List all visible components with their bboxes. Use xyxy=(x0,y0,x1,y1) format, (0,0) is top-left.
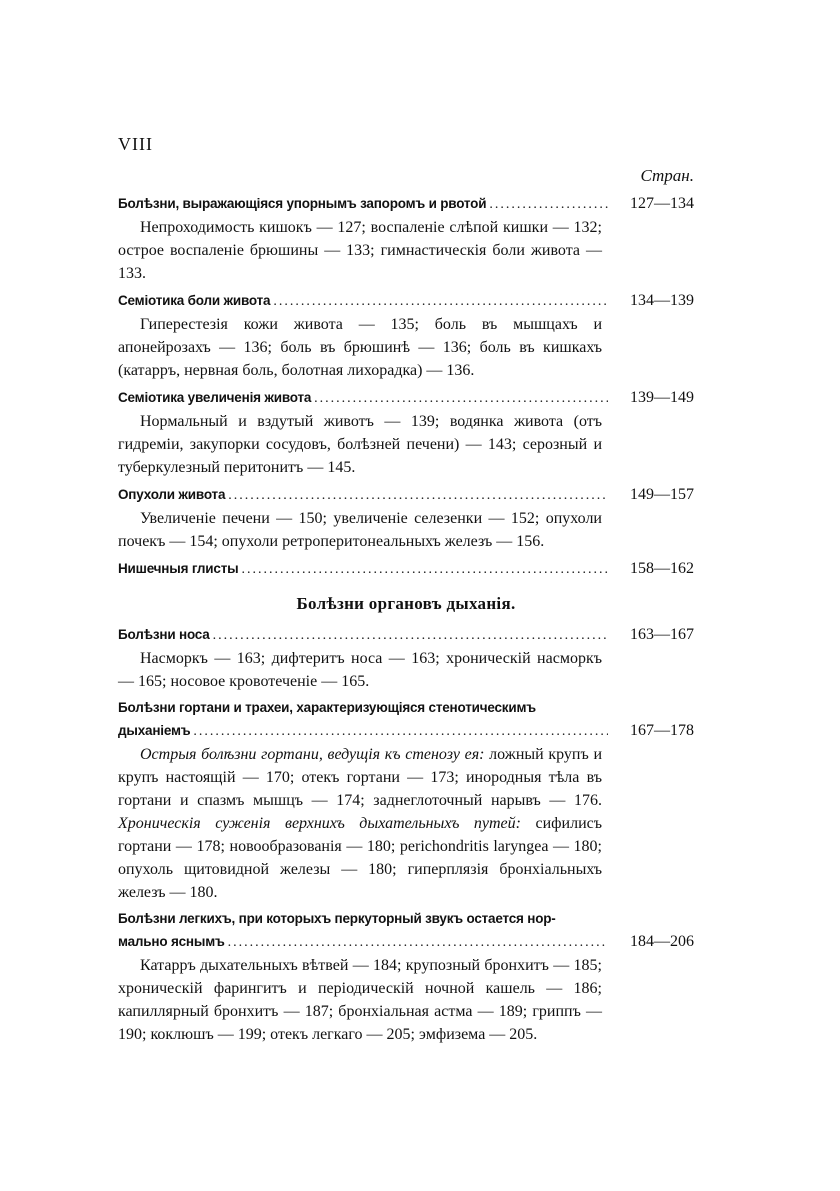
entry-title: Опухоли живота xyxy=(118,487,226,502)
column-header-pages: Стран. xyxy=(640,166,694,185)
entry-description: Насморкъ — 163; дифтеритъ носа — 163; хроническій насморкъ — 165; носовое кровотеченіе — 165. xyxy=(118,650,602,690)
entry-description: Непроходимость кишокъ — 127; воспаленіе слѣпой кишки — 132; острое воспаленіе брюшины — 133; гимнастическія боли живота — 133. xyxy=(118,219,602,282)
entry-pages: 149—157 xyxy=(630,486,694,503)
entry-pages: 163—167 xyxy=(630,626,694,643)
toc-entry xyxy=(118,483,694,553)
entry-title: Болѣзни носа xyxy=(118,627,210,642)
entry-pages: 134—139 xyxy=(630,292,694,309)
toc-entry xyxy=(118,623,694,693)
leader-dots xyxy=(241,558,608,582)
entry-pages: 167—178 xyxy=(630,722,694,739)
entry-pages: 139—149 xyxy=(630,389,694,406)
entry-pages: 158—162 xyxy=(630,560,694,577)
leader-dots xyxy=(273,290,608,314)
toc-entry-heading xyxy=(118,483,694,507)
entry-description xyxy=(118,743,602,904)
toc-entry-heading xyxy=(118,930,694,954)
toc-entry xyxy=(118,289,694,382)
entry-title: Семіотика боли живота xyxy=(118,293,271,308)
entry-title: Семіотика увеличенія живота xyxy=(118,390,312,405)
leader-dots xyxy=(228,484,608,508)
leader-dots xyxy=(193,720,608,744)
desc-italic: Острыя болѣзни гортани, ведущія къ стенозу ея: xyxy=(140,746,485,763)
entry-title: Нишечныя глисты xyxy=(118,561,239,576)
leader-dots xyxy=(228,931,608,955)
toc-entry xyxy=(118,697,694,904)
toc-entry xyxy=(118,386,694,479)
toc-entry-heading xyxy=(118,386,694,410)
entry-title: дыханіемъ xyxy=(118,723,191,738)
toc-entry xyxy=(118,557,694,581)
leader-dots xyxy=(314,387,608,411)
toc-entry xyxy=(118,908,694,1046)
leader-dots xyxy=(213,624,608,648)
entry-pages: 184—206 xyxy=(630,933,694,950)
leader-dots xyxy=(489,193,608,217)
toc-entry-heading xyxy=(118,192,694,216)
desc-italic: Хроническія суженія верхнихъ дыхательныхъ путей: xyxy=(118,815,521,832)
entry-description: Гиперестезія кожи живота — 135; боль въ мышцахъ и апонейрозахъ — 136; боль въ брюшинѣ — 136; боль въ кишкахъ (катарръ, нервная боль, болотная лихорадка) — 136. xyxy=(118,316,602,379)
toc-entry-heading xyxy=(118,289,694,313)
toc-entry xyxy=(118,192,694,285)
entry-title-line: Болѣзни легкихъ, при которыхъ перкуторный звукъ остается нор- xyxy=(118,911,556,926)
page-number: VIII xyxy=(118,134,153,154)
entry-title-line: Болѣзни гортани и трахеи, характеризующіяся стенотическимъ xyxy=(118,700,536,715)
section-heading: Болѣзни органовъ дыханія. xyxy=(296,594,516,613)
entry-description: Увеличеніе печени — 150; увеличеніе селезенки — 152; опухоли почекъ — 154; опухоли ретроперитонеальныхъ железъ — 156. xyxy=(118,510,602,550)
entry-description: Катарръ дыхательныхъ вѣтвей — 184; крупозный бронхитъ — 185; хроническій фарингитъ и періодическій ночной кашель — 186; капиллярный бронхитъ — 187; бронхіальная астма — 189; гриппъ — 190; коклюшъ — 199; отекъ легкаго — 205; эмфизема — 205. xyxy=(118,957,602,1043)
toc-entry-heading xyxy=(118,557,694,581)
toc-entry-heading xyxy=(118,623,694,647)
table-of-contents xyxy=(118,192,694,1050)
entry-pages: 127—134 xyxy=(630,195,694,212)
entry-title: мально яснымъ xyxy=(118,934,225,949)
entry-description: Нормальный и вздутый животъ — 139; водянка живота (отъ гидреміи, закупорки сосудовъ, болѣзней печени) — 143; серозный и туберкулезный перитонитъ — 145. xyxy=(118,413,602,476)
toc-entry-heading xyxy=(118,719,694,743)
desc-text: ложный крупъ и крупъ настоящій — 170; отекъ гортани — 173; инородныя тѣла въ гортани и спазмъ мышцъ — 174; заднеглоточный нарывъ — 176. xyxy=(118,746,603,809)
desc-text: сифилисъ гортани — 178; новообразованія — 180; perichondritis laryngea — 180; опухоль щитовидной железы — 180; гиперплязія бронхіальныхъ железъ — 180. xyxy=(118,815,603,901)
entry-title: Болѣзни, выражающіяся упорнымъ запоромъ и рвотой xyxy=(118,196,487,211)
